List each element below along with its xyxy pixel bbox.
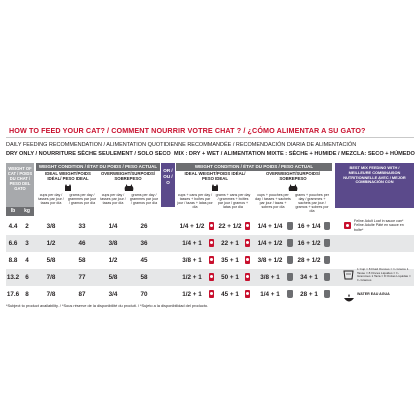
mix-ideal-grams: 22 + 1/2 [218, 223, 242, 230]
dry-ideal-cups: 7/8 [46, 291, 56, 298]
dry-ideal-grams: 46 [78, 240, 86, 247]
mix-ideal-cups: 1/2 + 1 [182, 274, 202, 281]
col-dry-ideal-grams: grams per day / grammes par jour / gramos por día [67, 193, 97, 206]
can-icon [245, 222, 250, 230]
dry-ideal-cups: 3/8 [46, 223, 56, 230]
dry-ideal-cups: 1/2 [46, 240, 56, 247]
pouch-icon [287, 290, 293, 298]
wet-food-legend: Feline Adult Loaf in sauce can* Feline Adulte Pâté en sauce en boîte* [354, 219, 404, 232]
mix-ideal-grams: 45 + 1 [221, 291, 239, 298]
table-row [6, 252, 414, 269]
row-kg: 8 [25, 291, 29, 298]
dry-ideal-header: IDEAL WEIGHT/POIDS IDÉAL/ PESO IDEAL [45, 171, 91, 181]
pouch-icon [324, 239, 330, 247]
pouch-icon [324, 290, 330, 298]
page-title: HOW TO FEED YOUR CAT? / COMMENT NOURRIR VOTRE CHAT ? / ¿CÓMO ALIMENTAR A SU GATO? [9, 126, 366, 135]
best-mix-promo: BEST MIX FEEDING WITH / MEILLEURE COMBINAISON NUTRITIONNELLE AVEC / MEJOR COMBINACIÓN CON [335, 163, 414, 208]
can-icon [245, 256, 250, 264]
pouch-icon [287, 256, 293, 264]
dry-over-cups: 1/4 [108, 223, 118, 230]
unit-lb-header: lb [6, 207, 20, 216]
measuring-cup-icon [343, 269, 355, 280]
pouch-icon [324, 222, 330, 230]
dry-ideal-grams: 33 [78, 223, 86, 230]
can-legend-icon [343, 221, 352, 230]
can-icon [209, 273, 214, 281]
dry-over-grams: 70 [140, 291, 148, 298]
can-icon [245, 290, 250, 298]
ideal-cat-icon [64, 183, 72, 191]
dry-ideal-cups: 5/8 [46, 257, 56, 264]
mix-over-grams: 16 + 1/2 [297, 240, 321, 247]
water-legend: WATER EAU AGUA [357, 292, 390, 296]
mix-ideal-cups: 3/8 + 1 [182, 257, 202, 264]
dry-over-cups: 3/8 [108, 240, 118, 247]
mix-ideal-cat-icon [211, 183, 219, 191]
mix-over-cups: 1/4 + 1 [260, 291, 280, 298]
dry-ideal-cups: 7/8 [46, 274, 56, 281]
mix-ideal-cups: 1/2 + 1 [182, 291, 202, 298]
overweight-cat-icon [124, 183, 134, 191]
can-icon [209, 222, 214, 230]
mix-ideal-header: IDEAL WEIGHT/POIDS IDÉAL/ PESO IDEAL [184, 171, 246, 181]
row-kg: 2 [25, 223, 29, 230]
mix-overweight-header: OVERWEIGHT/SURPOIDS/ SOBREPESO [265, 171, 321, 181]
daily-recommendation-label: DAILY FEEDING RECOMMENDATION / ALIMENTATION QUOTIDIENNE RECOMMANDÉE / RECOMENDACIÓN DIARIA DE ALIMENTACIÓN [6, 142, 357, 148]
row-lb: 17.6 [6, 291, 20, 298]
can-icon [209, 290, 214, 298]
col-mix-ideal-cups: cups + cans per day / tasses + boîtes par jour / tazas + latas por día [177, 193, 213, 210]
mix-heading: MIX : DRY + WET / ALIMENTATION MIXTE : SÈCHE + HUMIDE / MEZCLA: SECO + HÚMEDO [174, 151, 415, 157]
row-lb: 8.8 [8, 257, 18, 264]
or-separator: OR / OU / O [161, 163, 175, 207]
can-icon [245, 239, 250, 247]
mix-ideal-grams: 35 + 1 [221, 257, 239, 264]
mix-ideal-grams: 50 + 1 [221, 274, 239, 281]
table-row [6, 235, 414, 252]
dry-weight-condition-header: WEIGHT CONDITION / ÉTAT DU POIDS / PESO ACTUAL [36, 163, 160, 171]
row-kg: 4 [25, 257, 29, 264]
mix-ideal-cups: 1/4 + 1/2 [179, 223, 205, 230]
dry-over-cups: 5/8 [108, 274, 118, 281]
row-lb: 6.6 [8, 240, 18, 247]
mix-ideal-cups: 1/4 + 1 [182, 240, 202, 247]
col-dry-over-grams: grams per day / grammes par jour / gramos por día [129, 193, 159, 206]
mix-weight-condition-header: WEIGHT CONDITION / ÉTAT DU POIDS / PESO ACTUAL [176, 163, 332, 171]
dry-over-cups: 3/4 [108, 291, 118, 298]
dry-only-heading: DRY ONLY / NOURRITURE SÈCHE SEULEMENT / SOLO SECO [6, 151, 171, 157]
can-icon [245, 273, 250, 281]
row-lb: 4.4 [8, 223, 18, 230]
pouch-icon [324, 273, 330, 281]
weight-of-cat-header: WEIGHT OF CAT / POIDS DU CHAT / PESO DEL GATO [6, 163, 34, 207]
mix-overweight-cat-icon [288, 183, 298, 191]
can-icon [209, 256, 214, 264]
dry-over-cups: 1/2 [108, 257, 118, 264]
col-mix-ideal-grams: grams + cans per day / grammes + boîtes par jour / gramos + latas por día [215, 193, 251, 210]
row-kg: 3 [25, 240, 29, 247]
dry-over-grams: 26 [140, 223, 148, 230]
mix-over-grams: 16 + 1/4 [297, 223, 321, 230]
mix-over-cups: 3/8 + 1/2 [257, 257, 283, 264]
dry-over-grams: 58 [140, 274, 148, 281]
mix-over-grams: 28 + 1/2 [297, 257, 321, 264]
cup-conversion-legend: 1 Cup = 8 Fluid Ounces = ¾ Grams 1 Tasse = 8 Onces Liquides = ¾ Grammes 1 Taza = 8 Onzas Líquidas = ¾ Gramos [357, 267, 411, 283]
divider [6, 137, 414, 138]
table-row [6, 218, 414, 235]
mix-over-cups: 1/4 + 1/4 [257, 223, 283, 230]
unit-kg-header: kg [20, 207, 34, 216]
footnote: *Subject to product availability. / *Sous réserve de la disponibilité du produit. / *Sujeto a la disponibilidad del producto. [6, 303, 209, 308]
mix-over-cups: 3/8 + 1 [260, 274, 280, 281]
col-mix-over-grams: grams + pouches per day / grammes + sachets par jour / gramos + sobres por día [295, 193, 329, 214]
water-bowl-icon [343, 294, 355, 304]
dry-ideal-grams: 58 [78, 257, 86, 264]
dry-ideal-grams: 77 [78, 274, 86, 281]
row-kg: 6 [25, 274, 29, 281]
dry-over-grams: 45 [140, 257, 148, 264]
can-icon [209, 239, 214, 247]
dry-ideal-grams: 87 [78, 291, 86, 298]
col-dry-ideal-cups: cups per day / tasses par jour / tazas por día [38, 193, 64, 206]
col-dry-over-cups: cups per day / tasses par jour / tazas por día [100, 193, 126, 206]
row-lb: 13.2 [6, 274, 20, 281]
col-mix-over-cups: cups + pouches per day / tasses + sachets par jour / tazas + sobres por día [255, 193, 291, 210]
pouch-icon [324, 256, 330, 264]
dry-over-grams: 36 [140, 240, 148, 247]
dry-overweight-header: OVERWEIGHT/SURPOIDS/ SOBREPESO [100, 171, 156, 181]
pouch-icon [287, 239, 293, 247]
pouch-icon [287, 222, 293, 230]
mix-over-grams: 28 + 1 [300, 291, 318, 298]
mix-over-cups: 1/4 + 1/2 [257, 240, 283, 247]
mix-over-grams: 34 + 1 [300, 274, 318, 281]
mix-ideal-grams: 22 + 1 [221, 240, 239, 247]
pouch-icon [287, 273, 293, 281]
